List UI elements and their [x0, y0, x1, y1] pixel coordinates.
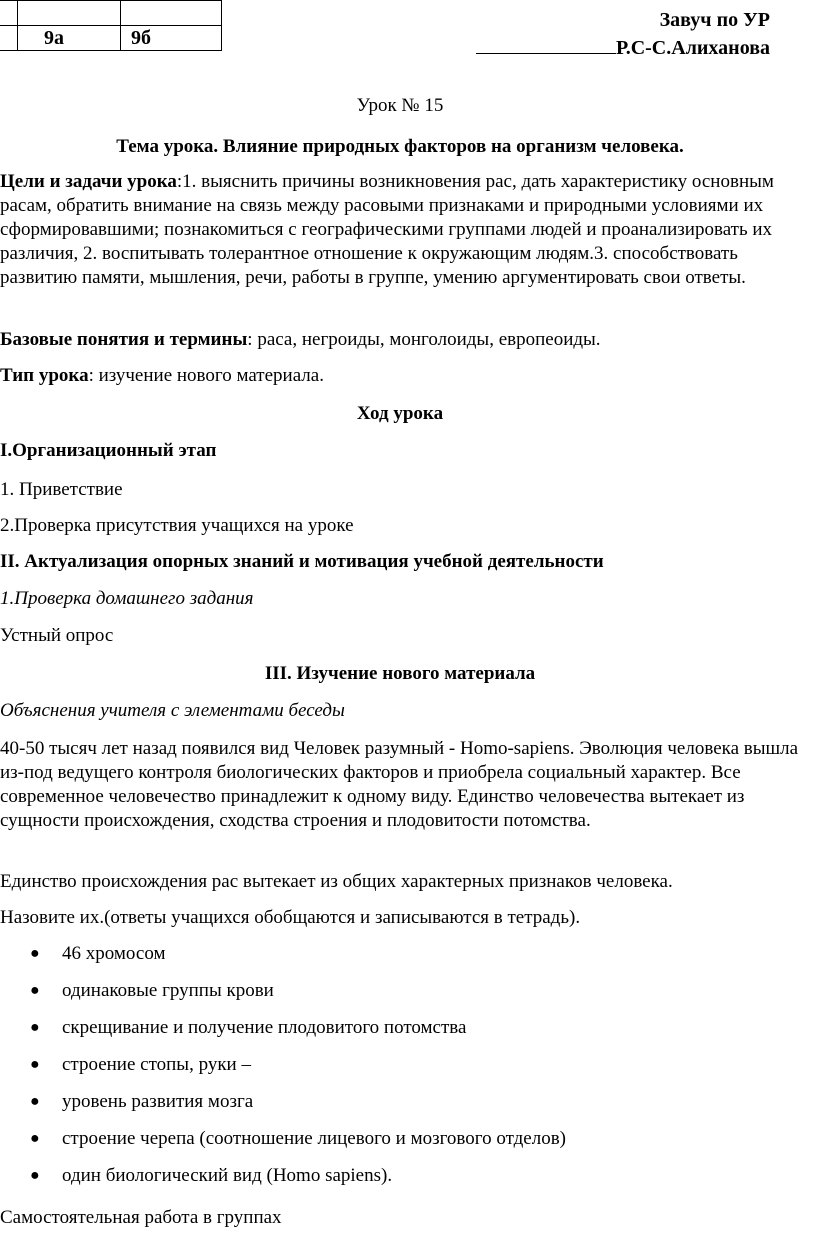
stage3-subtitle: Объяснения учителя с элементами беседы — [0, 700, 345, 721]
class-9a-cell: 9а — [18, 26, 121, 51]
stage3-paragraph-1: 40-50 тысяч лет назад появился вид Человек разумный - Homo-sapiens. Эволюция человека вышла из-под ведущего контроля биологических факторов и приобрела социальный характер. Все современное человечество принадлежит к одному виду. Единство человечества вытекает из сущности происхождения, сходства строения и плодовитости потомства. — [0, 738, 799, 831]
class-table-row-empty — [0, 1, 222, 26]
class-9b-cell: 9б — [121, 26, 222, 51]
list-item — [0, 1164, 800, 1201]
terms-label: Базовые понятия и термины — [0, 329, 248, 350]
type-text: : изучение нового материала. — [88, 365, 324, 386]
list-item — [0, 1090, 800, 1127]
bullet-icon: ● — [30, 1093, 40, 1110]
group-work-line: Самостоятельная работа в группах — [0, 1207, 282, 1228]
signature-underline — [476, 35, 616, 54]
list-item-text: строение стопы, руки – — [62, 1054, 251, 1075]
stage2-title: II. Актуализация опорных знаний и мотивация учебной деятельности — [0, 551, 604, 572]
terms-paragraph — [0, 328, 800, 352]
class-table-row — [0, 26, 222, 51]
bullet-icon: ● — [30, 982, 40, 999]
stage1-item-attendance: 2.Проверка присутствия учащихся на уроке — [0, 515, 354, 536]
goals-label: Цели и задачи урока — [0, 171, 177, 192]
stage3-title: III. Изучение нового материала — [264, 663, 536, 684]
course-title: Ход урока — [356, 403, 444, 424]
class-table-cell — [121, 1, 222, 26]
stage1-item-greeting: 1. Приветствие — [0, 479, 123, 500]
list-item — [0, 942, 800, 979]
list-item — [0, 1127, 800, 1164]
list-item-text: один биологический вид (Homo sapiens). — [62, 1165, 393, 1186]
class-table — [0, 0, 222, 51]
terms-text: : раса, негроиды, монголоиды, европеоиды. — [247, 329, 601, 350]
list-item — [0, 1053, 800, 1090]
type-paragraph — [0, 364, 800, 388]
bullet-icon: ● — [30, 1019, 40, 1036]
stage2-text: Устный опрос — [0, 625, 114, 646]
goals-text: :1. выяснить причины возникновения рас, дать характеристику основным расам, обратить внимание на связь между расовыми признаками и природными условиями их сформировавшими; познакомиться с географическими группами людей и проанализировать их различия, 2. воспитывать толерантное отношение к окружающим людям.3. способствовать развитию памяти, мышления, речи, работы в группе, умению аргументировать свои ответы. — [0, 171, 774, 288]
list-item-text: уровень развития мозга — [62, 1091, 254, 1112]
approver-name: Р.С-С.Алиханова — [615, 37, 770, 59]
approver-title: Завуч по УР — [659, 9, 770, 31]
stage3-paragraph-2: Единство происхождения рас вытекает из общих характерных признаков человека. — [0, 871, 673, 892]
type-label: Тип урока — [0, 365, 89, 386]
list-item-text: 46 хромосом — [62, 943, 166, 964]
approver-signature-line — [476, 34, 770, 62]
list-item-text: скрещивание и получение плодовитого потомства — [62, 1017, 467, 1038]
stage1-title: I.Организационный этап — [0, 440, 217, 461]
class-table-cell — [0, 26, 18, 51]
class-table-cell — [18, 1, 121, 26]
stage3-paragraph-3: Назовите их.(ответы учащихся обобщаются и записываются в тетрадь). — [0, 907, 581, 928]
approval-block — [476, 6, 770, 62]
goals-paragraph — [0, 170, 800, 290]
list-item — [0, 979, 800, 1016]
bullet-icon: ● — [30, 1056, 40, 1073]
bullet-icon: ● — [30, 1130, 40, 1147]
list-item-text: одинаковые группы крови — [62, 980, 274, 1001]
list-item-text: строение черепа (соотношение лицевого и мозгового отделов) — [62, 1128, 567, 1149]
lesson-number: Урок № 15 — [356, 95, 444, 116]
bullet-icon: ● — [30, 945, 40, 962]
class-table-cell — [0, 1, 18, 26]
bullet-icon: ● — [30, 1167, 40, 1184]
list-item — [0, 1016, 800, 1053]
stage2-subtitle: 1.Проверка домашнего задания — [0, 588, 254, 609]
traits-list — [0, 942, 800, 1201]
lesson-topic: Тема урока. Влияние природных факторов на организм человека. — [116, 136, 684, 157]
